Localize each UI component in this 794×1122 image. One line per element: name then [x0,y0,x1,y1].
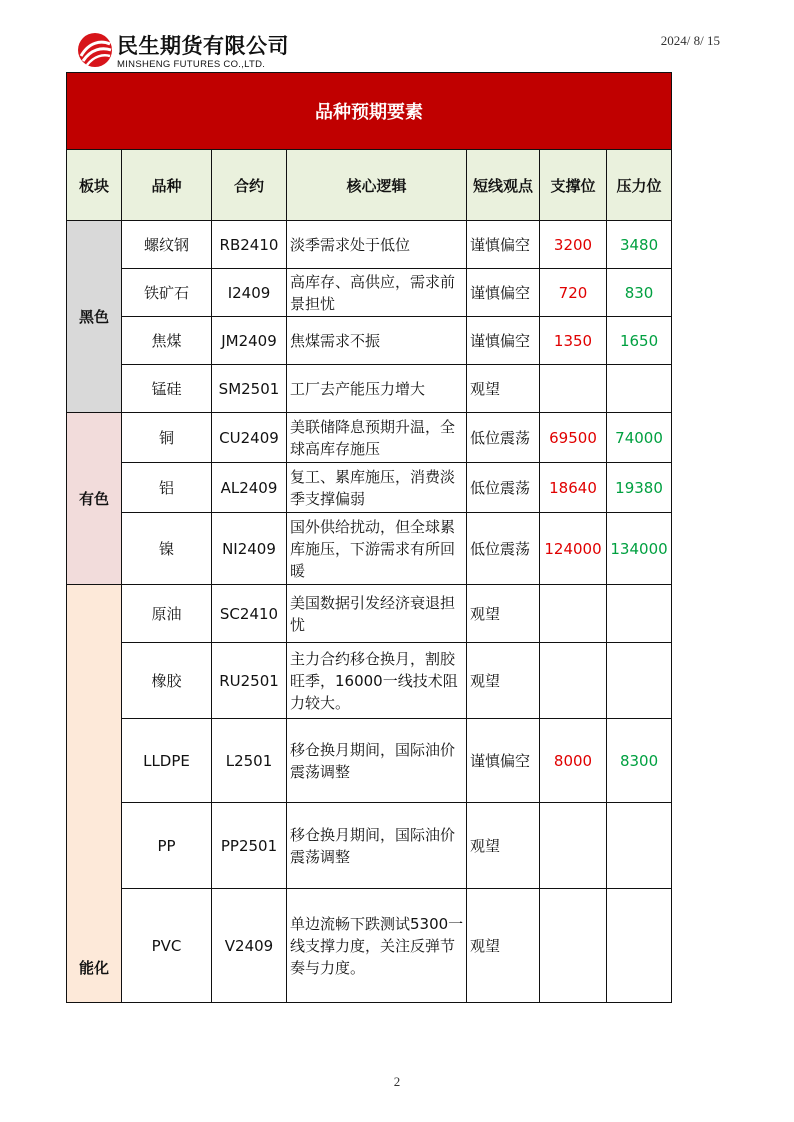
column-header-logic: 核心逻辑 [287,150,467,221]
support-cell: 18640 [540,463,607,513]
view-cell: 观望 [467,803,540,889]
view-cell: 谨慎偏空 [467,221,540,269]
product-cell: 橡胶 [122,643,212,719]
table-row [67,643,672,719]
logic-cell: 美联储降息预期升温，全球高库存施压 [287,413,467,463]
logic-cell: 焦煤需求不振 [287,317,467,365]
column-header-support: 支撑位 [540,150,607,221]
page-number: 2 [393,1074,401,1089]
column-header-sector: 板块 [67,150,122,221]
contract-cell: SC2410 [212,585,287,643]
contract-cell: AL2409 [212,463,287,513]
resistance-cell [607,585,672,643]
product-cell: 铁矿石 [122,269,212,317]
product-cell: 铝 [122,463,212,513]
table-title: 品种预期要素 [67,73,672,150]
logic-cell: 美国数据引发经济衰退担忧 [287,585,467,643]
resistance-cell: 74000 [607,413,672,463]
table-row [67,463,672,513]
support-cell [540,803,607,889]
contract-cell: I2409 [212,269,287,317]
sector-cell: 有色 [67,413,122,585]
product-cell: PVC [122,889,212,1003]
view-cell: 观望 [467,585,540,643]
table-row [67,585,672,643]
logic-cell: 工厂去产能压力增大 [287,365,467,413]
product-cell: PP [122,803,212,889]
sector-cell: 能化 [67,585,122,1003]
company-logo [77,30,307,74]
logic-cell: 国外供给扰动，但全球累库施压，下游需求有所回暖 [287,513,467,585]
support-cell: 1350 [540,317,607,365]
view-cell: 观望 [467,643,540,719]
table-row [67,221,672,269]
product-cell: 原油 [122,585,212,643]
table-row [67,269,672,317]
logic-cell: 复工、累库施压，消费淡季支撑偏弱 [287,463,467,513]
product-cell: 螺纹钢 [122,221,212,269]
contract-cell: RU2501 [212,643,287,719]
resistance-cell: 3480 [607,221,672,269]
column-header-contract: 合约 [212,150,287,221]
contract-cell: V2409 [212,889,287,1003]
contract-cell: JM2409 [212,317,287,365]
table-row [67,317,672,365]
logic-cell: 主力合约移仓换月，割胶旺季，16000一线技术阻力较大。 [287,643,467,719]
table-row [67,889,672,1003]
view-cell: 低位震荡 [467,463,540,513]
support-cell: 124000 [540,513,607,585]
resistance-cell: 8300 [607,719,672,803]
view-cell: 低位震荡 [467,513,540,585]
logic-cell: 淡季需求处于低位 [287,221,467,269]
table-row [67,365,672,413]
product-cell: 锰硅 [122,365,212,413]
report-date: 2024/ 8/ 15 [660,33,720,48]
view-cell: 观望 [467,889,540,1003]
product-cell: 镍 [122,513,212,585]
contract-cell: NI2409 [212,513,287,585]
contract-cell: L2501 [212,719,287,803]
resistance-cell [607,889,672,1003]
contract-cell: PP2501 [212,803,287,889]
company-name-en: MINSHENG FUTURES CO.,LTD. [117,59,266,70]
table-row [67,803,672,889]
column-header-view: 短线观点 [467,150,540,221]
sector-cell: 黑色 [67,221,122,413]
resistance-cell [607,643,672,719]
view-cell: 观望 [467,365,540,413]
resistance-cell: 19380 [607,463,672,513]
logic-cell: 移仓换月期间，国际油价震荡调整 [287,719,467,803]
resistance-cell: 830 [607,269,672,317]
resistance-cell: 1650 [607,317,672,365]
logic-cell: 高库存、高供应，需求前景担忧 [287,269,467,317]
view-cell: 谨慎偏空 [467,719,540,803]
contract-cell: SM2501 [212,365,287,413]
logic-cell: 移仓换月期间，国际油价震荡调整 [287,803,467,889]
table-header-row [67,150,672,221]
contract-cell: RB2410 [212,221,287,269]
contract-cell: CU2409 [212,413,287,463]
expectation-table [66,72,672,1003]
column-header-product: 品种 [122,150,212,221]
logic-cell: 单边流畅下跌测试5300一线支撑力度，关注反弹节奏与力度。 [287,889,467,1003]
product-cell: 铜 [122,413,212,463]
view-cell: 谨慎偏空 [467,317,540,365]
table-row [67,413,672,463]
support-cell [540,643,607,719]
product-cell: 焦煤 [122,317,212,365]
view-cell: 谨慎偏空 [467,269,540,317]
support-cell: 3200 [540,221,607,269]
support-cell: 69500 [540,413,607,463]
product-cell: LLDPE [122,719,212,803]
support-cell: 720 [540,269,607,317]
minsheng-logo-icon [77,32,113,68]
support-cell: 8000 [540,719,607,803]
company-name-cn: 民生期货有限公司 [117,34,289,58]
expectation-table-container [66,72,671,1003]
view-cell: 低位震荡 [467,413,540,463]
support-cell [540,889,607,1003]
support-cell [540,365,607,413]
column-header-resistance: 压力位 [607,150,672,221]
support-cell [540,585,607,643]
resistance-cell [607,365,672,413]
table-row [67,719,672,803]
resistance-cell: 134000 [607,513,672,585]
table-title-row [67,73,672,150]
table-row [67,513,672,585]
resistance-cell [607,803,672,889]
